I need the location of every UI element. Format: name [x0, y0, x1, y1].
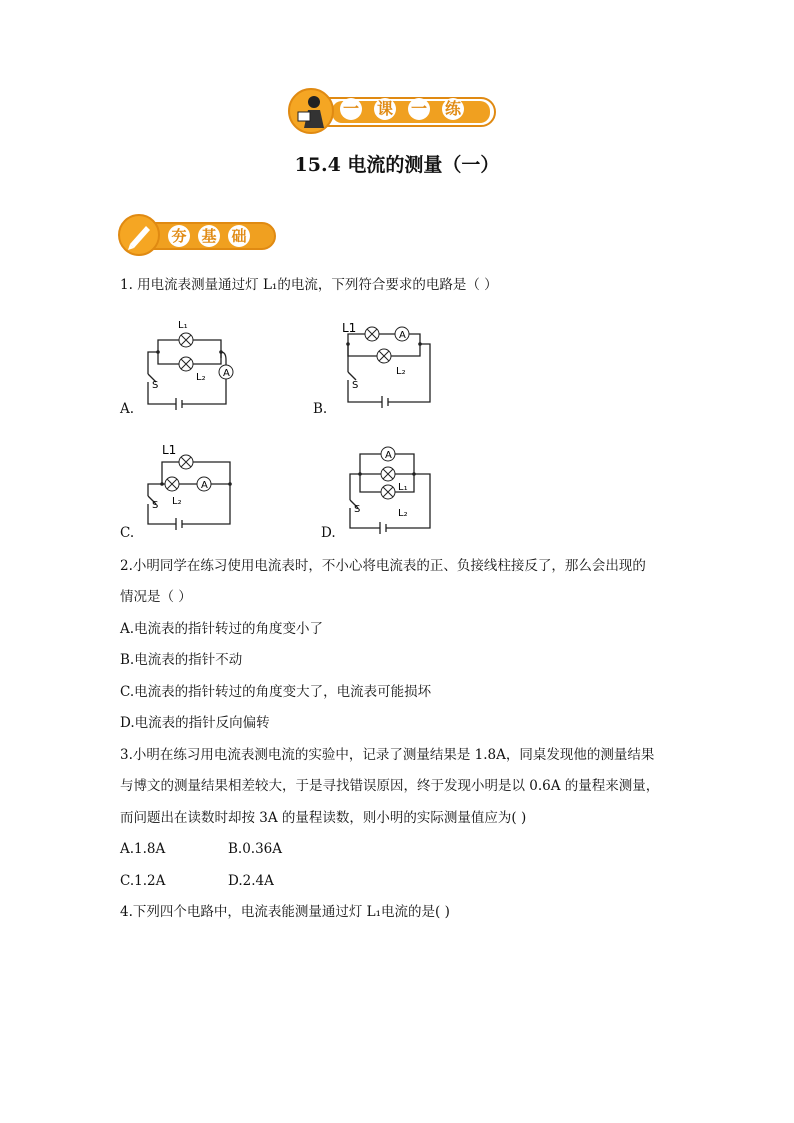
section-title-chars: [168, 225, 250, 247]
q3-stem-line1: 3.小明在练习用电流表测电流的实验中，记录了测量结果是 1.8A，同桌发现他的测量结果: [120, 747, 655, 763]
lamp-label-l2: L₂: [172, 496, 182, 507]
lamp-label-l1: L1: [162, 443, 177, 457]
lamp-label-l1: L1: [342, 321, 357, 335]
section-pencil-icon: [118, 214, 160, 256]
q2-option: B.电流表的指针不动: [120, 652, 243, 668]
lamp-icon: [381, 467, 395, 481]
circuit-a-diagram: [136, 312, 246, 412]
lamp-label-l2: L₂: [398, 508, 408, 519]
q1-option-d-label: D.: [321, 525, 336, 541]
lamp-label-l1: L₁: [178, 320, 188, 331]
q3-stem-line2: 与博文的测量结果相差较大，于是寻找错误原因，终于发现小明是以 0.6A 的量程来测量，: [120, 778, 660, 794]
section-char: 础: [228, 225, 250, 247]
ammeter-label: A: [223, 368, 230, 379]
banner-char: 一: [340, 98, 362, 120]
q4-stem: 4.下列四个电路中，电流表能测量通过灯 L₁电流的是( ): [120, 904, 450, 920]
q3-option: B.0.36A: [228, 841, 283, 857]
q2-stem-line2: 情况是（ ）: [120, 589, 192, 605]
q1-stem: 1. 用电流表测量通过灯 L₁的电流，下列符合要求的电路是（ ）: [120, 277, 498, 293]
lamp-icon: [179, 357, 193, 371]
q1-option-c-label: C.: [120, 525, 135, 541]
lamp-icon: [179, 333, 193, 347]
lesson-banner: [288, 88, 500, 134]
banner-char: 练: [442, 98, 464, 120]
q2-option: D.电流表的指针反向偏转: [120, 715, 270, 731]
circuit-b-diagram: [330, 312, 440, 412]
switch-label: S: [152, 380, 159, 391]
lamp-icon: [165, 477, 179, 491]
lamp-label-l2: L₂: [396, 366, 406, 377]
q3-option: D.2.4A: [228, 873, 274, 889]
ammeter-label: A: [385, 450, 392, 461]
switch-label: S: [152, 500, 159, 511]
q2-option: C.电流表的指针转过的角度变大了，电流表可能损坏: [120, 684, 432, 700]
lamp-label-l1: L₁: [398, 482, 408, 493]
circuit-c-diagram: [136, 438, 246, 534]
ammeter-label: A: [399, 330, 406, 341]
ammeter-label: A: [201, 480, 208, 491]
q1-option-b-label: B.: [313, 401, 328, 417]
banner-char: 一: [408, 98, 430, 120]
lamp-icon: [381, 485, 395, 499]
q2-option: A.电流表的指针转过的角度变小了: [120, 621, 324, 637]
q3-stem-line3: 而问题出在读数时却按 3A 的量程读数，则小明的实际测量值应为( ): [120, 810, 527, 826]
banner-title-chars: [340, 98, 464, 120]
section-char: 夯: [168, 225, 190, 247]
page-title: 15.4 电流的测量（一）: [294, 154, 500, 176]
q2-stem-line1: 2.小明同学在练习使用电流表时，不小心将电流表的正、负接线柱接反了，那么会出现的: [120, 558, 646, 574]
switch-label: S: [352, 380, 359, 391]
section-banner: [118, 212, 278, 258]
lamp-icon: [179, 455, 193, 469]
circuit-d-diagram: [336, 438, 446, 534]
banner-reader-icon: [288, 88, 334, 134]
banner-char: 课: [374, 98, 396, 120]
section-char: 基: [198, 225, 220, 247]
lamp-icon: [377, 349, 391, 363]
q3-option: C.1.2A: [120, 873, 166, 889]
lamp-label-l2: L₂: [196, 372, 206, 383]
switch-label: S: [354, 504, 361, 515]
q3-option: A.1.8A: [120, 841, 166, 857]
lamp-icon: [365, 327, 379, 341]
q1-option-a-label: A.: [120, 401, 135, 417]
